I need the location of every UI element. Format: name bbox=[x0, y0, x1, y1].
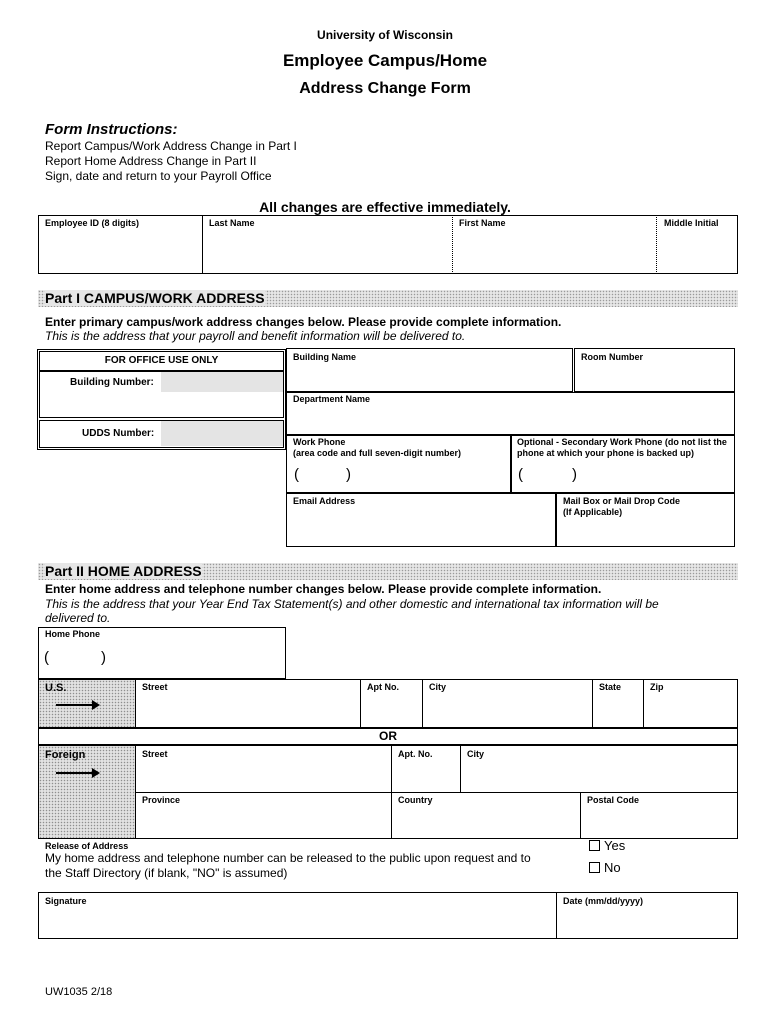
university-name: University of Wisconsin bbox=[317, 28, 453, 42]
part2-intro-note-2: delivered to. bbox=[45, 611, 111, 625]
work-phone-sublabel: (area code and full seven-digit number) bbox=[293, 448, 462, 458]
email-address-label: Email Address bbox=[293, 496, 356, 506]
or-label: OR bbox=[379, 729, 397, 743]
postal-code-label: Postal Code bbox=[587, 795, 640, 805]
foreign-apt-label: Apt. No. bbox=[398, 749, 433, 759]
secondary-phone-paren-close: ) bbox=[572, 466, 577, 483]
instruction-line: Report Campus/Work Address Change in Part I bbox=[45, 139, 297, 153]
foreign-apt-field[interactable] bbox=[393, 760, 458, 790]
us-state-label: State bbox=[599, 682, 622, 692]
mailbox-field[interactable] bbox=[558, 519, 733, 545]
home-phone-label: Home Phone bbox=[45, 629, 101, 639]
secondary-phone-label: Optional - Secondary Work Phone (do not list the bbox=[517, 437, 727, 447]
form-title-line1: Employee Campus/Home bbox=[282, 51, 488, 70]
middle-initial-field[interactable] bbox=[658, 230, 736, 272]
work-phone-label: Work Phone bbox=[293, 437, 346, 447]
employee-id-label: Employee ID (8 digits) bbox=[45, 218, 140, 228]
udds-number-field[interactable] bbox=[161, 421, 283, 446]
province-label: Province bbox=[142, 795, 181, 805]
department-name-label: Department Name bbox=[293, 394, 371, 404]
release-label: Release of Address bbox=[45, 841, 129, 851]
part1-intro-note: This is the address that your payroll and benefit information will be delivered to. bbox=[45, 329, 466, 343]
release-text-1: My home address and telephone number can be released to the public upon request and to bbox=[45, 851, 531, 865]
work-phone-paren-open: ( bbox=[294, 466, 299, 483]
country-label: Country bbox=[398, 795, 433, 805]
last-name-field[interactable] bbox=[204, 230, 450, 272]
first-name-label: First Name bbox=[459, 218, 506, 228]
home-phone-paren-open: ( bbox=[44, 649, 49, 666]
us-street-field[interactable] bbox=[137, 694, 358, 726]
country-field[interactable] bbox=[393, 806, 578, 837]
instruction-line: Sign, date and return to your Payroll Office bbox=[45, 169, 272, 183]
form-code: UW1035 2/18 bbox=[45, 986, 113, 998]
secondary-phone-paren-open: ( bbox=[518, 466, 523, 483]
part1-intro: Enter primary campus/work address changes below. Please provide complete information. bbox=[45, 315, 562, 329]
us-apt-field[interactable] bbox=[362, 694, 420, 726]
postal-code-field[interactable] bbox=[582, 806, 736, 837]
release-text-2: the Staff Directory (if blank, "NO" is assumed) bbox=[45, 866, 288, 880]
date-field[interactable] bbox=[558, 908, 736, 937]
effective-notice: All changes are effective immediately. bbox=[259, 199, 511, 215]
instructions-heading: Form Instructions: bbox=[45, 121, 178, 138]
us-zip-label: Zip bbox=[650, 682, 664, 692]
department-name-field[interactable] bbox=[288, 406, 733, 433]
foreign-street-field[interactable] bbox=[137, 760, 389, 790]
home-phone-field[interactable] bbox=[40, 642, 284, 677]
part1-heading: Part I CAMPUS/WORK ADDRESS bbox=[45, 290, 265, 306]
form-title-line2: Address Change Form bbox=[299, 80, 471, 97]
home-phone-paren-close: ) bbox=[101, 649, 106, 666]
work-phone-paren-close: ) bbox=[346, 466, 351, 483]
us-city-label: City bbox=[429, 682, 447, 692]
room-number-field[interactable] bbox=[576, 364, 733, 390]
office-use-label: FOR OFFICE USE ONLY bbox=[104, 355, 219, 366]
work-phone-field[interactable] bbox=[288, 462, 509, 491]
us-apt-label: Apt No. bbox=[367, 682, 399, 692]
release-yes-label: Yes bbox=[604, 838, 626, 853]
province-field[interactable] bbox=[137, 806, 389, 837]
right-arrow-icon bbox=[56, 768, 100, 778]
part2-intro: Enter home address and telephone number changes below. Please provide complete information. bbox=[45, 582, 602, 596]
us-state-field[interactable] bbox=[594, 694, 641, 726]
signature-field[interactable] bbox=[40, 908, 554, 937]
foreign-city-field[interactable] bbox=[462, 760, 736, 790]
part2-heading: Part II HOME ADDRESS bbox=[45, 563, 202, 579]
last-name-label: Last Name bbox=[209, 218, 255, 228]
release-no-checkbox[interactable] bbox=[589, 862, 600, 873]
us-street-label: Street bbox=[142, 682, 168, 692]
foreign-street-label: Street bbox=[142, 749, 168, 759]
foreign-city-label: City bbox=[467, 749, 485, 759]
building-number-field[interactable] bbox=[161, 372, 283, 392]
us-city-field[interactable] bbox=[424, 694, 590, 726]
part2-intro-note-1: This is the address that your Year End Tax Statement(s) and other domestic and international tax information will be bbox=[45, 597, 659, 611]
first-name-field[interactable] bbox=[454, 230, 654, 272]
right-arrow-icon bbox=[56, 700, 100, 710]
secondary-phone-field[interactable] bbox=[513, 462, 733, 491]
middle-initial-label: Middle Initial bbox=[664, 218, 719, 228]
building-name-label: Building Name bbox=[293, 352, 357, 362]
udds-number-label: UDDS Number: bbox=[82, 428, 155, 439]
building-number-label: Building Number: bbox=[70, 377, 154, 388]
email-address-field[interactable] bbox=[288, 508, 554, 545]
building-name-field[interactable] bbox=[288, 364, 571, 390]
date-label: Date (mm/dd/yyyy) bbox=[563, 896, 644, 906]
secondary-phone-sublabel: phone at which your phone is backed up) bbox=[517, 448, 695, 458]
release-yes-checkbox[interactable] bbox=[589, 840, 600, 851]
us-label: U.S. bbox=[45, 682, 67, 694]
foreign-label: Foreign bbox=[45, 749, 86, 761]
instruction-line: Report Home Address Change in Part II bbox=[45, 154, 257, 168]
release-no-label: No bbox=[604, 860, 621, 875]
room-number-label: Room Number bbox=[581, 352, 644, 362]
us-zip-field[interactable] bbox=[645, 694, 736, 726]
mailbox-label: Mail Box or Mail Drop Code bbox=[563, 496, 681, 506]
mailbox-sublabel: (If Applicable) bbox=[563, 507, 623, 517]
employee-id-field[interactable] bbox=[40, 230, 200, 272]
signature-label: Signature bbox=[45, 896, 87, 906]
